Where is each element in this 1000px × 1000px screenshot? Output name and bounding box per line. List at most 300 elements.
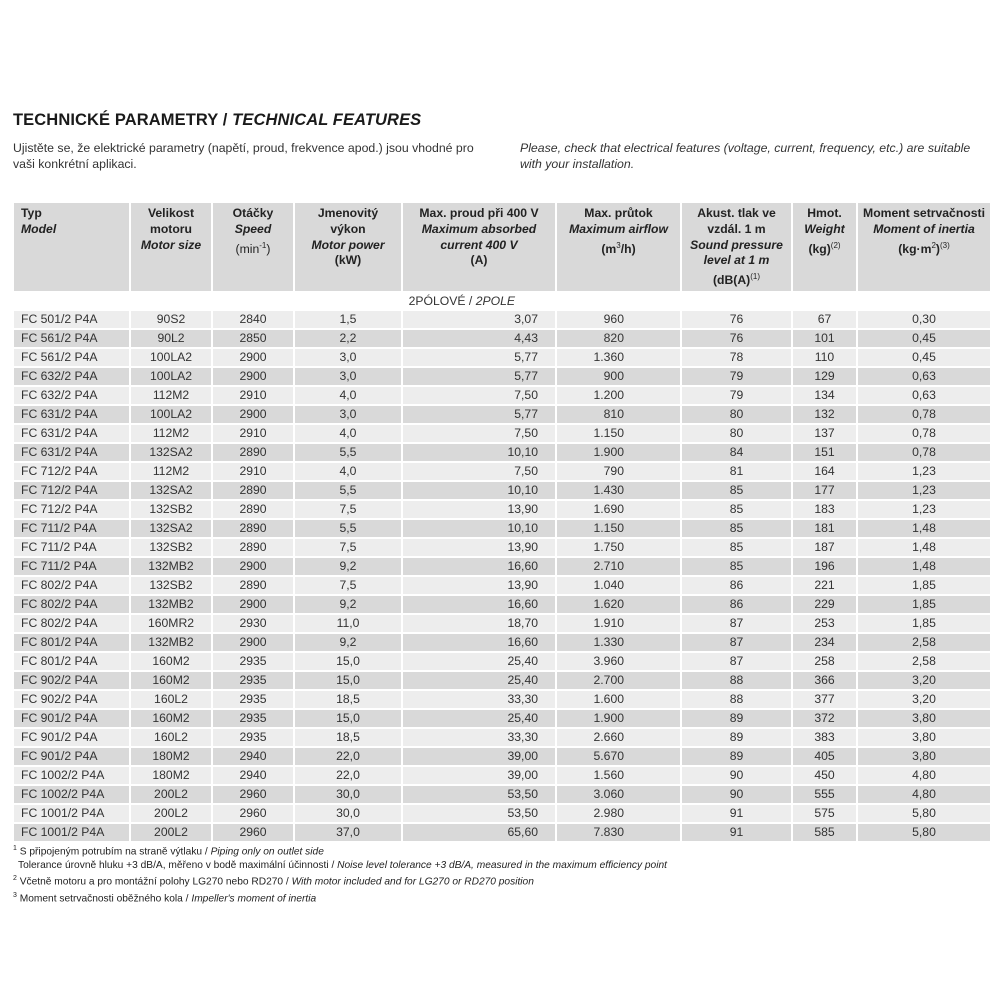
header-en: Weight xyxy=(804,221,845,236)
cell-model: FC 801/2 P4A xyxy=(14,653,129,670)
table-row xyxy=(14,767,990,784)
cell-motor-power: 7,5 xyxy=(295,501,401,518)
table-row xyxy=(14,463,990,480)
cell-weight: 229 xyxy=(793,596,856,613)
cell-model: FC 561/2 P4A xyxy=(14,349,129,366)
table-row xyxy=(14,330,990,347)
section-spacer xyxy=(557,293,990,309)
cell-motor-power: 5,5 xyxy=(295,520,401,537)
cell-motor-size: 100LA2 xyxy=(131,406,211,423)
cell-model: FC 901/2 P4A xyxy=(14,748,129,765)
cell-sound-pressure: 90 xyxy=(682,767,791,784)
cell-weight: 164 xyxy=(793,463,856,480)
header-unit xyxy=(797,238,852,258)
cell-model: FC 711/2 P4A xyxy=(14,558,129,575)
cell-motor-size: 112M2 xyxy=(131,463,211,480)
unit-sup: 2 xyxy=(931,240,936,250)
cell-weight: 377 xyxy=(793,691,856,708)
cell-motor-size: 160M2 xyxy=(131,710,211,727)
cell-motor-power: 30,0 xyxy=(295,805,401,822)
cell-moment-of-inertia: 1,85 xyxy=(858,596,990,613)
footnote-mark: 1 xyxy=(13,845,17,852)
page-title xyxy=(13,111,421,130)
cell-model: FC 631/2 P4A xyxy=(14,444,129,461)
cell-motor-power: 11,0 xyxy=(295,615,401,632)
header-sound-pressure xyxy=(682,203,791,291)
intro-text-cz: Ujistěte se, že elektrické parametry (napětí, proud, frekvence apod.) jsou vhodné pro vaši konkrétní aplikaci. xyxy=(13,141,474,171)
table-row xyxy=(14,691,990,708)
cell-sound-pressure: 76 xyxy=(682,330,791,347)
cell-moment-of-inertia: 2,58 xyxy=(858,634,990,651)
cell-max-airflow: 1.150 xyxy=(557,425,680,442)
cell-sound-pressure: 86 xyxy=(682,596,791,613)
cell-moment-of-inertia: 0,78 xyxy=(858,425,990,442)
cell-max-airflow: 810 xyxy=(557,406,680,423)
cell-sound-pressure: 78 xyxy=(682,349,791,366)
cell-max-airflow: 2.980 xyxy=(557,805,680,822)
cell-model: FC 1002/2 P4A xyxy=(14,767,129,784)
cell-motor-size: 160L2 xyxy=(131,691,211,708)
cell-model: FC 902/2 P4A xyxy=(14,691,129,708)
table-row xyxy=(14,824,990,841)
cell-weight: 450 xyxy=(793,767,856,784)
footnote-2 xyxy=(13,872,667,889)
cell-sound-pressure: 81 xyxy=(682,463,791,480)
cell-max-airflow: 960 xyxy=(557,311,680,328)
footnote-cz: Moment setrvačnosti oběžného kola / xyxy=(19,893,189,905)
table-row xyxy=(14,444,990,461)
cell-speed: 2940 xyxy=(213,748,293,765)
footnote-1 xyxy=(13,842,667,859)
cell-speed: 2935 xyxy=(213,672,293,689)
cell-weight: 132 xyxy=(793,406,856,423)
cell-max-current: 53,50 xyxy=(403,805,555,822)
header-moment-of-inertia xyxy=(858,203,990,291)
cell-max-current: 39,00 xyxy=(403,767,555,784)
header-unit xyxy=(561,238,676,258)
section-cz: 2PÓLOVÉ / xyxy=(408,294,473,309)
header-en: Motor size xyxy=(140,237,202,252)
cell-max-airflow: 1.690 xyxy=(557,501,680,518)
cell-weight: 181 xyxy=(793,520,856,537)
cell-max-current: 13,90 xyxy=(403,501,555,518)
cell-model: FC 902/2 P4A xyxy=(14,672,129,689)
footnote-en: Piping only on outlet side xyxy=(210,846,324,858)
cell-sound-pressure: 84 xyxy=(682,444,791,461)
cell-model: FC 1001/2 P4A xyxy=(14,805,129,822)
cell-model: FC 501/2 P4A xyxy=(14,311,129,328)
header-cz: Max. proud při 400 V xyxy=(419,206,539,220)
cell-moment-of-inertia: 0,78 xyxy=(858,444,990,461)
cell-motor-size: 90S2 xyxy=(131,311,211,328)
cell-max-airflow: 7.830 xyxy=(557,824,680,841)
cell-sound-pressure: 76 xyxy=(682,311,791,328)
cell-motor-size: 160M2 xyxy=(131,672,211,689)
table-row xyxy=(14,406,990,423)
cell-motor-power: 30,0 xyxy=(295,786,401,803)
cell-moment-of-inertia: 1,23 xyxy=(858,501,990,518)
cell-moment-of-inertia: 0,78 xyxy=(858,406,990,423)
section-en: 2POLE xyxy=(475,294,515,309)
cell-moment-of-inertia: 1,23 xyxy=(858,482,990,499)
cell-weight: 575 xyxy=(793,805,856,822)
cell-model: FC 802/2 P4A xyxy=(14,596,129,613)
cell-sound-pressure: 79 xyxy=(682,368,791,385)
cell-max-current: 10,10 xyxy=(403,444,555,461)
cell-max-current: 25,40 xyxy=(403,653,555,670)
header-unit: (kW) xyxy=(334,253,362,268)
footnotes xyxy=(13,842,667,906)
table-row xyxy=(14,425,990,442)
cell-motor-power: 1,5 xyxy=(295,311,401,328)
cell-moment-of-inertia: 0,63 xyxy=(858,387,990,404)
cell-max-current: 13,90 xyxy=(403,577,555,594)
cell-sound-pressure: 85 xyxy=(682,558,791,575)
cell-model: FC 1001/2 P4A xyxy=(14,824,129,841)
cell-sound-pressure: 86 xyxy=(682,577,791,594)
cell-max-current: 33,30 xyxy=(403,691,555,708)
cell-weight: 134 xyxy=(793,387,856,404)
cell-moment-of-inertia: 3,80 xyxy=(858,748,990,765)
cell-max-airflow: 1.330 xyxy=(557,634,680,651)
cell-max-current: 7,50 xyxy=(403,425,555,442)
cell-motor-power: 15,0 xyxy=(295,710,401,727)
unit-text: (kg·m xyxy=(898,241,932,256)
unit-end: ) xyxy=(935,241,940,256)
table-row xyxy=(14,615,990,632)
cell-motor-size: 160M2 xyxy=(131,653,211,670)
cell-weight: 187 xyxy=(793,539,856,556)
cell-moment-of-inertia: 4,80 xyxy=(858,767,990,784)
cell-weight: 196 xyxy=(793,558,856,575)
cell-speed: 2890 xyxy=(213,444,293,461)
header-unit: (A) xyxy=(470,253,488,268)
cell-motor-power: 7,5 xyxy=(295,539,401,556)
cell-speed: 2900 xyxy=(213,558,293,575)
cell-moment-of-inertia: 4,80 xyxy=(858,786,990,803)
table-row xyxy=(14,539,990,556)
cell-max-airflow: 1.430 xyxy=(557,482,680,499)
cell-motor-power: 5,5 xyxy=(295,444,401,461)
cell-model: FC 631/2 P4A xyxy=(14,406,129,423)
cell-speed: 2935 xyxy=(213,691,293,708)
table-row xyxy=(14,786,990,803)
unit-text: (dB(A) xyxy=(712,273,751,288)
cell-speed: 2890 xyxy=(213,482,293,499)
cell-model: FC 711/2 P4A xyxy=(14,539,129,556)
cell-max-airflow: 2.660 xyxy=(557,729,680,746)
header-motor-size xyxy=(131,203,211,291)
cell-model: FC 712/2 P4A xyxy=(14,482,129,499)
cell-max-current: 4,43 xyxy=(403,330,555,347)
footnote-cz: Včetně motoru a pro montážní polohy LG270 nebo RD270 / xyxy=(19,876,289,888)
cell-motor-power: 9,2 xyxy=(295,558,401,575)
cell-weight: 67 xyxy=(793,311,856,328)
cell-sound-pressure: 85 xyxy=(682,539,791,556)
cell-max-current: 16,60 xyxy=(403,634,555,651)
table-row xyxy=(14,520,990,537)
cell-motor-power: 4,0 xyxy=(295,387,401,404)
cell-speed: 2900 xyxy=(213,349,293,366)
cell-motor-size: 100LA2 xyxy=(131,349,211,366)
cell-motor-size: 100LA2 xyxy=(131,368,211,385)
cell-max-airflow: 1.150 xyxy=(557,520,680,537)
cell-speed: 2910 xyxy=(213,387,293,404)
cell-max-current: 5,77 xyxy=(403,368,555,385)
table-row xyxy=(14,311,990,328)
cell-sound-pressure: 80 xyxy=(682,425,791,442)
cell-moment-of-inertia: 0,63 xyxy=(858,368,990,385)
table-row xyxy=(14,349,990,366)
cell-motor-size: 160MR2 xyxy=(131,615,211,632)
header-cz: Velikost motoru xyxy=(147,206,195,236)
title-cz: TECHNICKÉ PARAMETRY / xyxy=(13,111,228,129)
cell-sound-pressure: 88 xyxy=(682,672,791,689)
unit-text: (kg) xyxy=(808,241,831,256)
cell-max-airflow: 3.960 xyxy=(557,653,680,670)
header-cz: Jmenovitý výkon xyxy=(317,206,379,236)
cell-max-current: 25,40 xyxy=(403,672,555,689)
header-max-current xyxy=(403,203,555,291)
cell-sound-pressure: 91 xyxy=(682,824,791,841)
cell-weight: 110 xyxy=(793,349,856,366)
cell-motor-size: 132SA2 xyxy=(131,520,211,537)
cell-motor-size: 112M2 xyxy=(131,387,211,404)
cell-speed: 2960 xyxy=(213,824,293,841)
cell-motor-size: 132MB2 xyxy=(131,558,211,575)
cell-max-airflow: 2.700 xyxy=(557,672,680,689)
cell-model: FC 901/2 P4A xyxy=(14,710,129,727)
cell-moment-of-inertia: 1,85 xyxy=(858,615,990,632)
cell-model: FC 712/2 P4A xyxy=(14,501,129,518)
cell-sound-pressure: 91 xyxy=(682,805,791,822)
header-en: Moment of inertia xyxy=(873,221,975,236)
cell-weight: 405 xyxy=(793,748,856,765)
cell-model: FC 712/2 P4A xyxy=(14,463,129,480)
cell-weight: 151 xyxy=(793,444,856,461)
table-row xyxy=(14,748,990,765)
cell-speed: 2890 xyxy=(213,539,293,556)
section-label-text xyxy=(409,294,515,308)
cell-weight: 253 xyxy=(793,615,856,632)
cell-moment-of-inertia: 0,45 xyxy=(858,349,990,366)
unit-text: (min xyxy=(235,241,260,256)
cell-max-airflow: 1.560 xyxy=(557,767,680,784)
cell-max-current: 10,10 xyxy=(403,482,555,499)
cell-weight: 101 xyxy=(793,330,856,347)
intro-text-en: Please, check that electrical features (voltage, current, frequency, etc.) are suitable with your installation. xyxy=(520,141,971,171)
cell-motor-size: 132MB2 xyxy=(131,634,211,651)
header-cz: Max. průtok xyxy=(584,206,653,220)
unit-sup-footnote: (3) xyxy=(939,240,950,250)
unit-sup: 3 xyxy=(616,240,621,250)
cell-speed: 2850 xyxy=(213,330,293,347)
table-row xyxy=(14,577,990,594)
cell-sound-pressure: 85 xyxy=(682,482,791,499)
footnote-mark: 2 xyxy=(13,875,17,883)
cell-max-current: 39,00 xyxy=(403,748,555,765)
cell-speed: 2900 xyxy=(213,368,293,385)
cell-moment-of-inertia: 1,23 xyxy=(858,463,990,480)
cell-motor-power: 18,5 xyxy=(295,729,401,746)
cell-speed: 2960 xyxy=(213,805,293,822)
cell-motor-size: 132SB2 xyxy=(131,539,211,556)
cell-motor-power: 4,0 xyxy=(295,425,401,442)
cell-motor-power: 7,5 xyxy=(295,577,401,594)
cell-motor-power: 9,2 xyxy=(295,634,401,651)
header-en: Speed xyxy=(234,221,272,236)
cell-moment-of-inertia: 3,80 xyxy=(858,729,990,746)
cell-model: FC 802/2 P4A xyxy=(14,615,129,632)
cell-weight: 221 xyxy=(793,577,856,594)
cell-max-current: 65,60 xyxy=(403,824,555,841)
header-unit xyxy=(686,269,787,289)
header-en: Model xyxy=(21,221,57,236)
header-cz: Akust. tlak ve vzdál. 1 m xyxy=(697,206,776,236)
cell-model: FC 901/2 P4A xyxy=(14,729,129,746)
cell-model: FC 1002/2 P4A xyxy=(14,786,129,803)
cell-moment-of-inertia: 3,20 xyxy=(858,691,990,708)
cell-speed: 2900 xyxy=(213,406,293,423)
header-en: Motor power xyxy=(311,237,385,252)
cell-motor-power: 15,0 xyxy=(295,672,401,689)
cell-motor-power: 4,0 xyxy=(295,463,401,480)
header-cz: Typ xyxy=(21,206,42,220)
cell-max-current: 7,50 xyxy=(403,387,555,404)
table-header-row xyxy=(14,203,990,291)
cell-motor-size: 132SB2 xyxy=(131,501,211,518)
unit-sup: (2) xyxy=(830,240,841,250)
cell-max-current: 13,90 xyxy=(403,539,555,556)
cell-weight: 234 xyxy=(793,634,856,651)
cell-moment-of-inertia: 0,30 xyxy=(858,311,990,328)
cell-max-current: 5,77 xyxy=(403,349,555,366)
footnote-3 xyxy=(13,889,667,906)
cell-motor-size: 132SB2 xyxy=(131,577,211,594)
cell-weight: 372 xyxy=(793,710,856,727)
cell-speed: 2935 xyxy=(213,710,293,727)
cell-weight: 137 xyxy=(793,425,856,442)
section-row xyxy=(14,293,990,309)
cell-weight: 585 xyxy=(793,824,856,841)
cell-max-airflow: 1.040 xyxy=(557,577,680,594)
cell-motor-size: 200L2 xyxy=(131,786,211,803)
table-row xyxy=(14,729,990,746)
cell-motor-size: 132SA2 xyxy=(131,482,211,499)
cell-moment-of-inertia: 1,48 xyxy=(858,558,990,575)
cell-max-airflow: 1.910 xyxy=(557,615,680,632)
header-cz: Moment setrvačnosti xyxy=(863,206,985,220)
header-cz: Hmot. xyxy=(807,206,842,220)
cell-max-airflow: 790 xyxy=(557,463,680,480)
footnote-en: Noise level tolerance +3 dB/A, measured in the maximum efficiency point xyxy=(337,859,667,871)
cell-speed: 2840 xyxy=(213,311,293,328)
table-row xyxy=(14,482,990,499)
cell-sound-pressure: 90 xyxy=(682,786,791,803)
cell-motor-power: 22,0 xyxy=(295,748,401,765)
cell-motor-power: 9,2 xyxy=(295,596,401,613)
unit-text: (m xyxy=(601,241,617,256)
cell-model: FC 801/2 P4A xyxy=(14,634,129,651)
cell-motor-power: 18,5 xyxy=(295,691,401,708)
cell-motor-power: 3,0 xyxy=(295,368,401,385)
cell-moment-of-inertia: 2,58 xyxy=(858,653,990,670)
unit-end: /h) xyxy=(620,241,636,256)
cell-sound-pressure: 87 xyxy=(682,653,791,670)
cell-motor-size: 200L2 xyxy=(131,824,211,841)
cell-sound-pressure: 89 xyxy=(682,710,791,727)
table-row xyxy=(14,672,990,689)
cell-max-current: 16,60 xyxy=(403,596,555,613)
cell-max-airflow: 3.060 xyxy=(557,786,680,803)
footnote-cz: Tolerance úrovně hluku +3 dB/A, měřeno v bodě maximální účinnosti / xyxy=(18,859,335,871)
cell-motor-size: 132MB2 xyxy=(131,596,211,613)
cell-model: FC 631/2 P4A xyxy=(14,425,129,442)
cell-motor-power: 2,2 xyxy=(295,330,401,347)
cell-speed: 2940 xyxy=(213,767,293,784)
cell-max-airflow: 2.710 xyxy=(557,558,680,575)
cell-max-current: 33,30 xyxy=(403,729,555,746)
cell-motor-size: 160L2 xyxy=(131,729,211,746)
header-weight xyxy=(793,203,856,291)
cell-sound-pressure: 87 xyxy=(682,615,791,632)
header-en: Maximum absorbed current 400 V xyxy=(421,221,537,252)
cell-max-airflow: 1.200 xyxy=(557,387,680,404)
table-row xyxy=(14,558,990,575)
header-unit xyxy=(862,238,986,258)
cell-motor-power: 3,0 xyxy=(295,406,401,423)
cell-speed: 2890 xyxy=(213,577,293,594)
cell-moment-of-inertia: 5,80 xyxy=(858,824,990,841)
cell-moment-of-inertia: 1,48 xyxy=(858,520,990,537)
header-max-airflow xyxy=(557,203,680,291)
table-row xyxy=(14,634,990,651)
header-unit xyxy=(236,242,271,256)
cell-sound-pressure: 89 xyxy=(682,748,791,765)
cell-model: FC 711/2 P4A xyxy=(14,520,129,537)
cell-weight: 555 xyxy=(793,786,856,803)
cell-speed: 2900 xyxy=(213,634,293,651)
cell-moment-of-inertia: 1,85 xyxy=(858,577,990,594)
cell-model: FC 632/2 P4A xyxy=(14,368,129,385)
cell-speed: 2960 xyxy=(213,786,293,803)
title-en: TECHNICAL FEATURES xyxy=(232,111,422,129)
cell-model: FC 632/2 P4A xyxy=(14,387,129,404)
cell-motor-size: 132SA2 xyxy=(131,444,211,461)
cell-speed: 2890 xyxy=(213,520,293,537)
cell-speed: 2910 xyxy=(213,463,293,480)
cell-max-airflow: 900 xyxy=(557,368,680,385)
cell-moment-of-inertia: 1,48 xyxy=(858,539,990,556)
table-row xyxy=(14,387,990,404)
cell-max-current: 25,40 xyxy=(403,710,555,727)
cell-speed: 2900 xyxy=(213,596,293,613)
cell-motor-size: 180M2 xyxy=(131,767,211,784)
cell-weight: 383 xyxy=(793,729,856,746)
cell-max-airflow: 1.620 xyxy=(557,596,680,613)
cell-sound-pressure: 85 xyxy=(682,501,791,518)
cell-max-current: 5,77 xyxy=(403,406,555,423)
cell-motor-size: 180M2 xyxy=(131,748,211,765)
table-row xyxy=(14,710,990,727)
unit-sup: -1 xyxy=(259,240,267,250)
cell-weight: 366 xyxy=(793,672,856,689)
cell-max-airflow: 1.900 xyxy=(557,444,680,461)
cell-max-airflow: 1.750 xyxy=(557,539,680,556)
cell-max-airflow: 5.670 xyxy=(557,748,680,765)
cell-speed: 2935 xyxy=(213,729,293,746)
footnote-cz: S připojeným potrubím na straně výtlaku / xyxy=(19,846,208,858)
